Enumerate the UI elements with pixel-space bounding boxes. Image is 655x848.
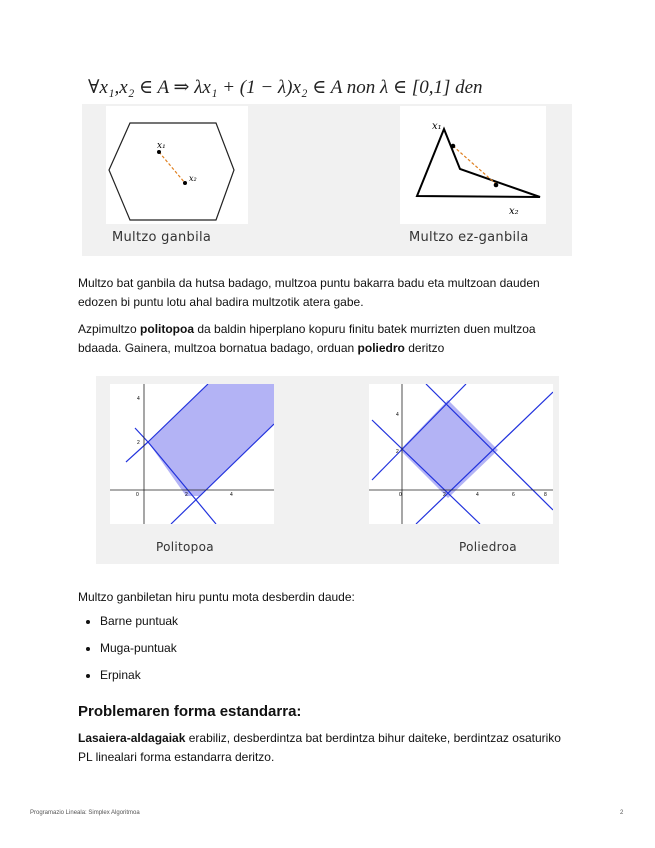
label-x1: x₁ [157,141,166,151]
polytope-tick-x4: 4 [230,492,233,498]
polytope-plots [96,376,559,564]
standard-form-text: erabiliz, desberdintza bat berdintza bihur daiteke, berdintzaz osaturiko PL linealari forma estandarra deritzo. [78,731,561,764]
footer-title: Programazio Lineala: Simplex Algoritmoa [30,810,140,816]
polyhedron-tick-x6: 6 [512,492,515,498]
hexagon-shape [109,123,234,220]
label-x1-nonconvex: x₁ [432,121,442,132]
polytope-tick-y2: 2 [137,440,140,446]
paragraph-polytope-definition [78,320,578,358]
p2-text-3: deritzo [404,341,445,355]
term-poliedro: poliedro [357,341,405,355]
point-x1-nonconvex [451,144,456,149]
polyhedron-tick-y2: 2 [396,449,399,455]
list-item: • Muga-puntuak [100,639,178,666]
figure-polytopes [96,376,559,564]
paragraph-standard-form [78,729,578,767]
polyhedron-tick-x8: 8 [544,492,547,498]
list-intro: Multzo ganbiletan hiru puntu mota desberdin daude: [78,590,355,604]
polytope-tick-y4: 4 [137,396,140,402]
term-politopoa: politopoa [140,322,195,336]
paragraph-convex-definition: Multzo bat ganbila da hutsa badago, multzoa puntu bakarra badu eta multzoan dauden edozen bi puntu lotu ahal badira multzotik atera gabe. [78,276,540,309]
p2-text-2: da baldin hiperplano kopuru finitu batek murrizten duen multzoa bdaada. Gainera, multzoa bornatua badago, orduan [78,322,536,355]
polyhedron-tick-y4: 4 [396,412,399,418]
nonconvex-panel [400,106,546,224]
section-heading: Problemaren forma estandarra: [78,703,302,720]
label-x2: x₂ [189,174,197,183]
point-types-list [78,612,178,693]
caption-convex: Multzo ganbila [112,230,212,245]
polyhedron-tick-x2: 2 [443,492,446,498]
polyhedron-tick-x0: 0 [399,492,402,498]
list-item: • Erpinak [100,666,178,693]
convexity-formula: ∀x₁,x₂ ∈ A ⇒ λx₁ + (1 − λ)x₂ ∈ A non λ ∈ [0,1] den [88,77,483,98]
page-number: 2 [620,810,624,816]
p2-text-1: Azpimultzo [78,322,141,336]
caption-nonconvex: Multzo ez-ganbila [409,230,529,245]
figure-convex-sets [82,104,572,256]
caption-polyhedron: Poliedroa [459,540,517,554]
label-x2-nonconvex: x₂ [509,206,519,217]
polyhedron-tick-x4: 4 [476,492,479,498]
polytope-tick-x0: 0 [136,492,139,498]
list-item: • Barne puntuak [100,612,178,639]
caption-polytope: Politopoa [156,540,214,554]
polytope-tick-x2: 2 [185,492,188,498]
term-lasaiera-aldagaiak: Lasaiera-aldagaiak [78,731,186,745]
point-x2 [183,181,187,185]
point-x2-nonconvex [494,183,499,188]
